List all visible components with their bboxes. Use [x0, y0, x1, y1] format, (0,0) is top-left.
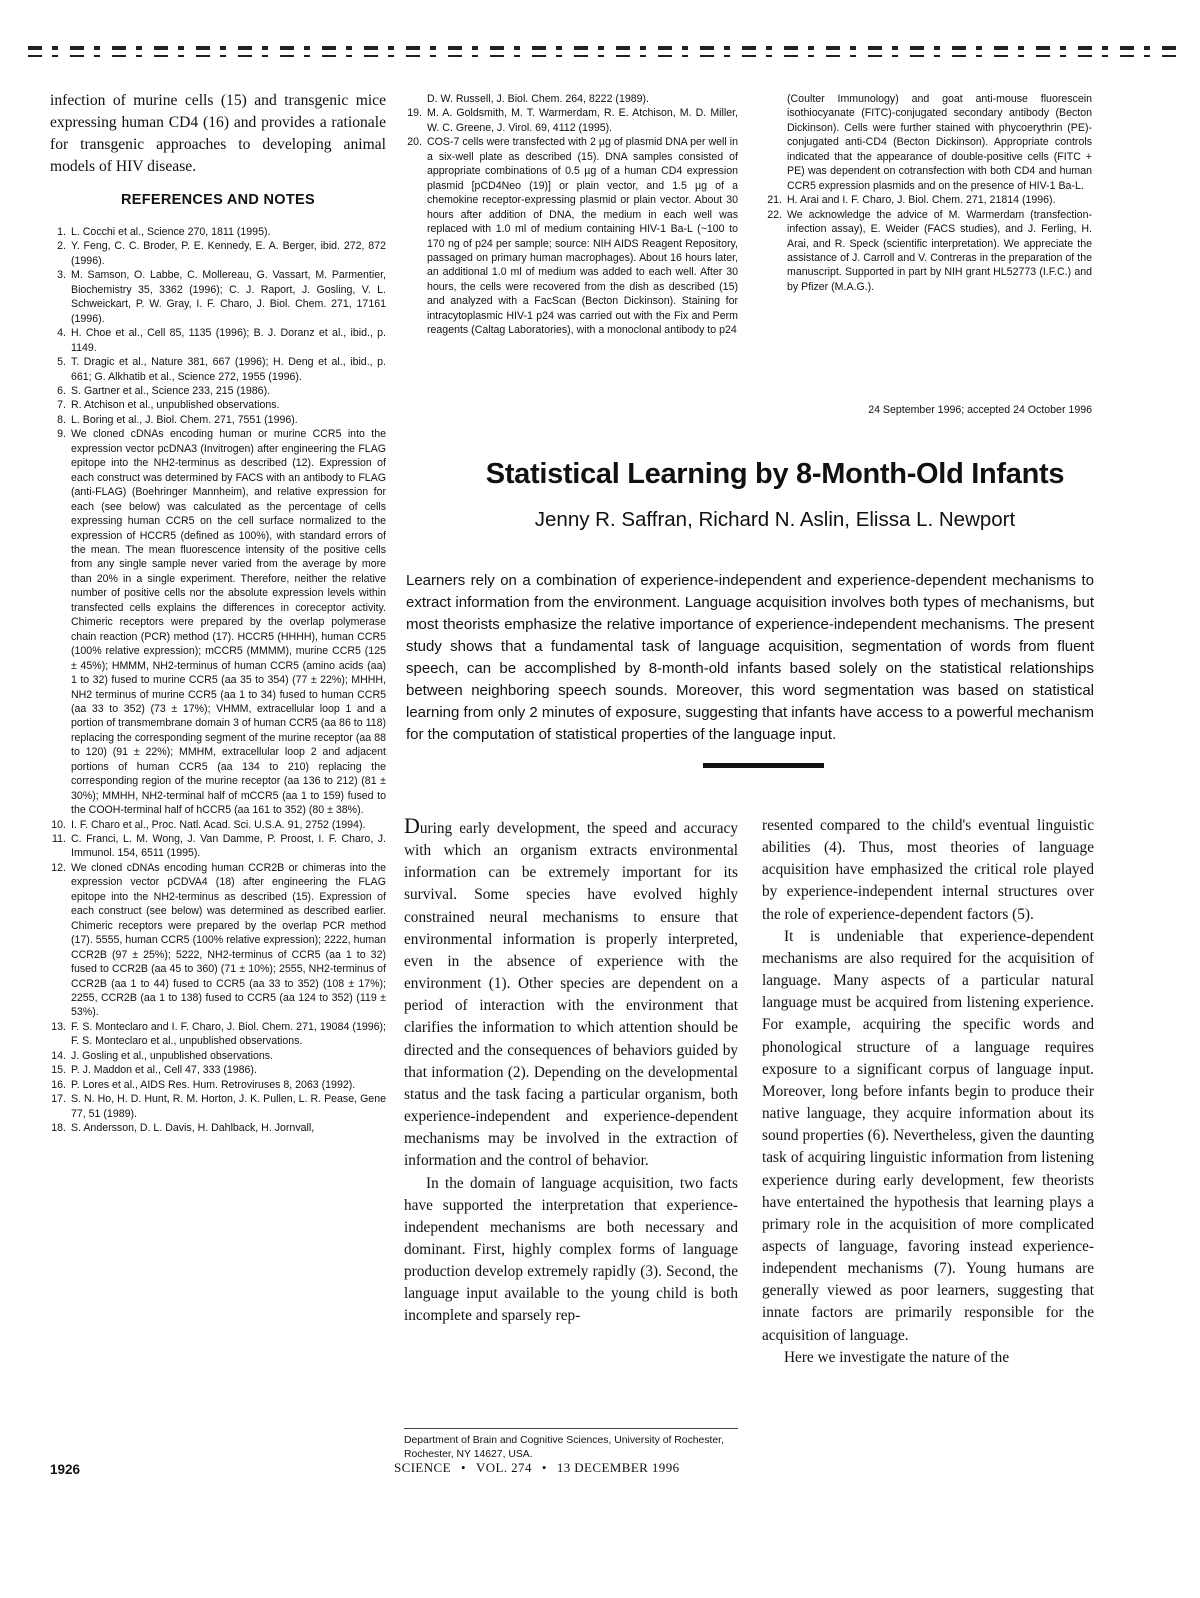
reference-number: 7. — [57, 399, 66, 412]
issue-date: 13 DECEMBER 1996 — [556, 1460, 680, 1475]
header-rule — [28, 46, 1180, 60]
reference-number: 5. — [57, 356, 66, 369]
reference-number: 16. — [51, 1078, 66, 1091]
reference-text: COS-7 cells were transfected with 2 µg of plasmid DNA per well in a six-well plate as described (15). DNA samples consisted of appropriate combinations of 0.5 µg of a human CD4 expression plasmid [pCD4Neo (19)] or plain vector, and 1.5 µg of a chemokine receptor-expressing plasmid or plain vector. About 30 hours after addition of DNA, the medium in each well was replaced with 1.0 ml of medium containing HIV-1 Ba-L (~100 to 170 ng of p24 per sample; source: NIH AIDS Reagent Repository, passaged on primary human macrophages). About 16 hours later, an additional 1.0 ml of medium was added to each well. After 30 hours, the cells were recovered from the dish as described (15) and analyzed with a FacScan (Becton Dickinson). Staining for intracytoplasmic HIV-1 p24 was carried out with the Fix and Perm reagents (Caltag Laboratories), with a monoclonal antibody to p24 — [427, 136, 738, 337]
reference-item — [762, 208, 1092, 295]
body-paragraph: resented compared to the child's eventual linguistic abilities (4). Thus, most theories of language acquisition have emphasized the critical role played by experience-independent internal structures over the role of experience-dependent factors (5). — [762, 817, 1094, 923]
reference-item — [46, 398, 386, 412]
journal-name: SCIENCE — [394, 1460, 451, 1475]
page-number: 1926 — [50, 1462, 81, 1477]
reference-item — [46, 861, 386, 1020]
volume: VOL. 274 — [475, 1460, 532, 1475]
reference-number: 22. — [767, 208, 782, 221]
reference-number: 4. — [57, 327, 66, 340]
reference-list-col2 — [402, 92, 738, 338]
reference-number: 9. — [57, 428, 66, 441]
received-date: 24 September 1996; accepted 24 October 1996 — [868, 404, 1092, 416]
reference-text: S. Andersson, D. L. Davis, H. Dahlback, H. Jornvall, — [71, 1122, 315, 1135]
reference-number: 21. — [767, 194, 782, 207]
reference-text: We cloned cDNAs encoding human or murine CCR5 into the expression vector pcDNA3 (Invitrogen) after engineering the FLAG epitope into the NH2-terminus as described (12). Expression of each construct was determined by FACS with an antibody to FLAG (anti-FLAG) (Boehringer Mannheim), and relative expression for each (see below) was calculated as the percentage of cells expressing human CCR5 on the cell surface normalized to the expression of HCCR5 (defined as 100%), with standard errors of the mean. The mean fluorescence intensity of the positive cells from any single sample never varied from the average by more than 20% in a single experiment. Therefore, neither the relative number of positive cells nor the absolute expression levels within transfected cells explains the differences in coreceptor activity. Chimeric receptors were prepared by the overlap polymerase chain reaction (PCR) method (17). HCCR5 (HHHH), human CCR5 (100% relative expression); mCCR5 (MMMM), murine CCR5 (125 ± 45%); HMMM, NH2-terminus of human CCR5 (amino acids (aa) 1 to 32) fused to murine CCR5 (aa 35 to 354) (77 ± 22%); MHHH, NH2 terminus of murine CCR5 (aa 1 to 34) fused to human CCR5 (aa 33 to 352) (73 ± 17%); VHMM, extracellular loop 1 and a portion of transmembrane domain 3 of human CCR5 (aa 86 to 118) replacing the corresponding segment of the murine receptor (aa 88 to 120) (91 ± 22%); MMHM, extracellular loop 2 and adjacent portions of human CCR5 (aa 134 to 210) replacing the corresponding region of the murine receptor (aa 136 to 212) (81 ± 30%); MMHH, NH2-terminal half of mCCR5 (aa 1 to 159) fused to the COOH-terminal half of hCCR5 (aa 161 to 352) (80 ± 38%). — [71, 428, 386, 817]
reference-number: 3. — [57, 269, 66, 282]
article-authors: Jenny R. Saffran, Richard N. Aslin, Elissa L. Newport — [534, 508, 1016, 531]
reference-text: T. Dragic et al., Nature 381, 667 (1996); H. Deng et al., ibid., p. 661; G. Alkhatib et al., Science 272, 1955 (1996). — [71, 356, 386, 383]
reference-number: 14. — [51, 1049, 66, 1062]
article-title: Statistical Learning by 8-Month-Old Infants — [485, 458, 1065, 490]
intro-paragraph: infection of murine cells (15) and transgenic mice expressing human CD4 (16) and provides a rationale for transgenic approaches to developing animal models of HIV disease. — [50, 92, 386, 175]
reference-item — [46, 239, 386, 268]
reference-number: 10. — [51, 818, 66, 831]
reference-item — [402, 92, 738, 106]
body-text: uring early development, the speed and accuracy with which an organism extracts environmental information can be extremely important for its survival. Some species have evolved highly constrained neural mechanisms to ensure that environmental information is properly interpreted, even in the absence of experience with the environment (1). Other species are dependent on a period of interaction with the environment that clarifies the information to which attention should be directed and the consequences of behaviors guided by that information (2). Depending on the developmental status and the task facing a particular organism, both experience-independent and experience-dependent mechanisms may be involved in the extraction of information and the control of behavior. — [404, 820, 738, 1170]
body-column-1 — [404, 815, 738, 1328]
reference-item — [46, 1121, 386, 1135]
reference-text: (Coulter Immunology) and goat anti-mouse fluorescein isothiocyanate (FITC)-conjugated secondary antibody (Becton Dickinson). Cells were further stained with phycoerythrin (PE)-conjugated anti-CD4 (Becton Dickinson). Appropriate controls indicated that the appearance of double-positive cells (FITC + PE) was dependent on cotransfection with both CD4 and human CCR5 expression plasmids and on the presence of HIV-1 Ba-L. — [787, 93, 1092, 192]
affiliation-footnote: Department of Brain and Cognitive Sciences, University of Rochester, Rochester, NY 14627, USA. — [404, 1435, 724, 1460]
reference-number: 19. — [407, 107, 422, 120]
reference-text: H. Arai and I. F. Charo, J. Biol. Chem. 271, 21814 (1996). — [787, 194, 1056, 207]
reference-number: 11. — [52, 833, 66, 846]
reference-item — [46, 427, 386, 817]
reference-text: Y. Feng, C. C. Broder, P. E. Kennedy, E. A. Berger, ibid. 272, 872 (1996). — [71, 240, 386, 267]
reference-text: L. Cocchi et al., Science 270, 1811 (1995). — [71, 226, 271, 238]
bullet-separator: • — [541, 1460, 547, 1475]
reference-text: S. N. Ho, H. D. Hunt, R. M. Horton, J. K. Pullen, L. R. Pease, Gene 77, 51 (1989). — [71, 1093, 386, 1120]
reference-number: 6. — [57, 384, 66, 397]
drop-cap: D — [404, 813, 420, 838]
reference-item — [46, 225, 386, 239]
reference-item — [46, 326, 386, 355]
reference-item — [46, 818, 386, 832]
reference-text: R. Atchison et al., unpublished observations. — [71, 399, 280, 412]
running-footer — [394, 1460, 680, 1476]
reference-text: M. A. Goldsmith, M. T. Warmerdam, R. E. Atchison, M. D. Miller, W. C. Greene, J. Virol. 69, 4112 (1995). — [427, 107, 738, 134]
reference-text: C. Franci, L. M. Wong, J. Van Damme, P. Proost, I. F. Charo, J. Immunol. 154, 6511 (1995). — [71, 833, 386, 860]
reference-number: 2. — [57, 240, 66, 253]
body-paragraph: Here we investigate the nature of the — [784, 1348, 1010, 1366]
reference-number: 15. — [51, 1064, 66, 1077]
reference-number: 12. — [51, 861, 66, 874]
reference-item — [46, 413, 386, 427]
reference-text: P. J. Maddon et al., Cell 47, 333 (1986). — [71, 1064, 257, 1077]
reference-item — [46, 1078, 386, 1092]
reference-number: 17. — [51, 1093, 66, 1106]
reference-number: 18. — [51, 1122, 66, 1135]
reference-item — [46, 832, 386, 861]
title-divider — [703, 763, 824, 768]
reference-number: 8. — [57, 413, 66, 426]
reference-item — [762, 193, 1092, 207]
reference-number: 20. — [407, 136, 422, 149]
reference-text: We acknowledge the advice of M. Warmerdam (transfection-infection assay), E. Weider (FACS studies), and J. Ferling, H. Arai, and R. Speck (scientific interpretation). We appreciate the assistance of J. Carroll and V. Contreras in the preparation of the manuscript. Supported in part by NIH grant HL52773 (I.F.C.) and by Pfizer (M.A.G.). — [787, 208, 1092, 293]
reference-text: S. Gartner et al., Science 233, 215 (1986). — [71, 384, 271, 397]
reference-item — [46, 1092, 386, 1121]
reference-text: D. W. Russell, J. Biol. Chem. 264, 8222 (1989). — [427, 93, 649, 105]
reference-text: L. Boring et al., J. Biol. Chem. 271, 7551 (1996). — [71, 413, 298, 426]
reference-item — [46, 268, 386, 326]
body-paragraph: In the domain of language acquisition, two facts have supported the interpretation that experience-independent mechanisms are both necessary and dominant. First, highly complex forms of language production develop extremely rapidly (3). Second, the language input available to the young child is both incomplete and sparsely rep- — [404, 1174, 738, 1325]
reference-text: F. S. Monteclaro and I. F. Charo, J. Biol. Chem. 271, 19084 (1996); F. S. Monteclaro et al., unpublished observations. — [71, 1020, 386, 1048]
reference-text: I. F. Charo et al., Proc. Natl. Acad. Sci. U.S.A. 91, 2752 (1994). — [71, 818, 366, 831]
body-paragraph: It is undeniable that experience-dependent mechanisms are also required for the acquisition of language. Many aspects of a particular natural language must be acquired from listening experience. For example, acquiring the specific words and phonological structure of a language requires exposure to a significant corpus of language input. Moreover, long before infants begin to produce their native language, they acquire information about its sound properties (6). Nevertheless, given the daunting task of acquiring linguistic information from listening experience during early development, few theorists have entertained the hypothesis that learning plays a primary role in the acquisition of more complicated aspects of language, favoring instead experience-independent mechanisms (7). Young humans are generally viewed as poor learners, suggesting that innate factors are primarily responsible for the acquisition of language. — [762, 927, 1094, 1344]
reference-item — [402, 106, 738, 135]
reference-item — [762, 92, 1092, 193]
reference-list-col3 — [762, 92, 1092, 294]
references-heading: REFERENCES AND NOTES — [121, 192, 315, 208]
reference-number: 13. — [51, 1020, 66, 1033]
abstract: Learners rely on a combination of experience-independent and experience-dependent mechanisms to extract information from the environment. Language acquisition involves both types of mechanisms, but most theorists emphasize the relative importance of experience-independent mechanisms. The present study shows that a fundamental task of language acquisition, segmentation of words from fluent speech, can be accomplished by 8-month-old infants based solely on the statistical relationships between neighboring speech sounds. Moreover, this word segmentation was based on statistical learning from only 2 minutes of exposure, suggesting that infants have access to a powerful mechanism for the computation of statistical properties of the language input. — [406, 572, 1094, 743]
reference-item — [46, 384, 386, 398]
reference-item — [46, 1020, 386, 1049]
reference-number: 1. — [57, 226, 66, 238]
reference-item — [402, 135, 738, 337]
reference-text: H. Choe et al., Cell 85, 1135 (1996); B. J. Doranz et al., ibid., p. 1149. — [71, 327, 386, 354]
body-paragraph — [404, 815, 738, 1173]
reference-list-col1 — [46, 225, 386, 1136]
reference-item — [46, 1049, 386, 1063]
reference-text: J. Gosling et al., unpublished observations. — [71, 1049, 273, 1062]
reference-text: M. Samson, O. Labbe, C. Mollereau, G. Vassart, M. Parmentier, Biochemistry 35, 3362 (1996); C. J. Raport, J. Gosling, V. L. Schweickart, P. W. Gray, I. F. Charo, J. Biol. Chem. 271, 17161 (1996). — [71, 269, 386, 325]
bullet-separator: • — [460, 1460, 466, 1475]
body-column-2 — [762, 815, 1094, 1369]
reference-item — [46, 355, 386, 384]
footnote-rule — [404, 1428, 738, 1429]
reference-item — [46, 1063, 386, 1077]
reference-text: We cloned cDNAs encoding human CCR2B or chimeras into the expression vector pCDVA4 (18) after engineering the FLAG epitope into the NH2-terminus as described (15). Expression of each construct (see below) was determined as described earlier. Chimeric receptors were prepared by the overlap PCR method (17). 5555, human CCR5 (100% relative expression); 2222, human CCR2B (97 ± 25%); 5222, NH2-terminus of CCR5 (aa 1 to 32) fused to CCR2B (aa 45 to 360) (71 ± 10%); 2555, NH2-terminus of CCR2B (aa 1 to 44) fused to CCR5 (aa 33 to 352) (108 ± 17%); 2255, CCR2B (aa 1 to 138) fused to CCR5 (aa 124 to 352) (119 ± 53%). — [71, 861, 386, 1019]
reference-text: P. Lores et al., AIDS Res. Hum. Retroviruses 8, 2063 (1992). — [71, 1078, 356, 1091]
